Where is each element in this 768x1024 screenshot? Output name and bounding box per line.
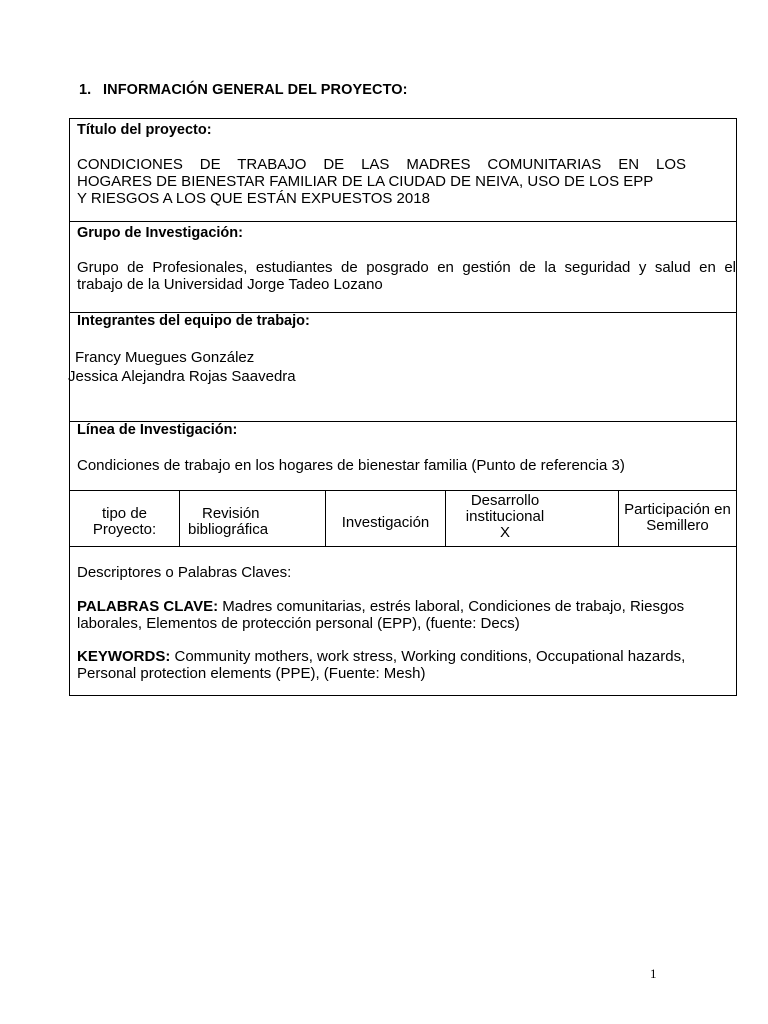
- research-group-section: [70, 222, 736, 313]
- team-label: Integrantes del equipo de trabajo:: [77, 313, 310, 329]
- project-title-line: Y RIESGOS A LOS QUE ESTÁN EXPUESTOS 2018: [77, 190, 430, 207]
- project-type-label: [70, 506, 179, 538]
- institutional-development-mark: X: [499, 524, 510, 541]
- palabras-clave-text: Madres comunitarias, estrés laboral, Condiciones de trabajo, Riesgos: [218, 598, 685, 615]
- descriptors-label: Descriptores o Palabras Claves:: [77, 564, 292, 581]
- project-type-label-line: Proyecto:: [92, 521, 157, 538]
- bibliographic-review-line: bibliográfica: [188, 521, 269, 538]
- research-line-label: Línea de Investigación:: [77, 422, 238, 438]
- team-members: [68, 348, 296, 386]
- project-title-line: CONDICIONES DE TRABAJO DE LAS MADRES COMUNITARIAS EN LOS: [77, 156, 686, 173]
- research-line-text: Condiciones de trabajo en los hogares de bienestar familia (Punto de referencia 3): [77, 457, 625, 474]
- palabras-clave-text: laborales, Elementos de protección personal (EPP), (fuente: Decs): [77, 615, 520, 632]
- section-title: INFORMACIÓN GENERAL DEL PROYECTO:: [103, 82, 408, 98]
- keywords: [77, 648, 736, 682]
- seedbed-participation-line: Semillero: [646, 517, 709, 534]
- option-investigation: [326, 491, 446, 546]
- seedbed-participation-line: Participación en: [624, 501, 731, 518]
- project-type-label-cell: [70, 491, 180, 546]
- research-group-text: [77, 259, 736, 293]
- research-group-label: Grupo de Investigación:: [77, 225, 243, 241]
- option-bibliographic-review: [180, 491, 326, 546]
- keywords-label: KEYWORDS:: [77, 648, 171, 665]
- project-title-label: Título del proyecto:: [77, 122, 212, 138]
- institutional-development-line: institucional: [465, 508, 545, 525]
- project-info-table: [69, 118, 737, 696]
- institutional-development-label: [446, 493, 564, 541]
- investigation-label: Investigación: [341, 514, 430, 531]
- research-group-line: trabajo de la Universidad Jorge Tadeo Lozano: [77, 276, 383, 293]
- seedbed-participation-label: [619, 502, 736, 534]
- option-institutional-development: [446, 491, 619, 546]
- project-type-label-line: tipo de: [101, 505, 148, 522]
- option-seedbed-participation: [619, 491, 736, 546]
- team-member: Francy Muegues González: [75, 349, 255, 366]
- project-title-section: [70, 119, 736, 222]
- section-heading: [79, 82, 408, 99]
- research-line-section: [70, 422, 736, 491]
- team-member: Jessica Alejandra Rojas Saavedra: [68, 368, 296, 385]
- bibliographic-review-label: [188, 506, 278, 538]
- descriptors-section: [70, 547, 736, 696]
- page-number: 1: [650, 966, 657, 981]
- institutional-development-line: Desarrollo: [470, 492, 540, 509]
- keywords-text: Personal protection elements (PPE), (Fuente: Mesh): [77, 665, 426, 682]
- project-title-text: [77, 156, 686, 207]
- research-group-line: Grupo de Profesionales, estudiantes de posgrado en gestión de la seguridad y salud en el: [77, 259, 736, 276]
- bibliographic-review-line: Revisión: [202, 505, 260, 522]
- project-title-line: HOGARES DE BIENESTAR FAMILIAR DE LA CIUDAD DE NEIVA, USO DE LOS EPP: [77, 173, 654, 190]
- section-number: 1.: [79, 82, 92, 98]
- keywords-text: Community mothers, work stress, Working conditions, Occupational hazards,: [170, 648, 686, 665]
- palabras-clave: [77, 598, 736, 632]
- team-section: [70, 313, 736, 422]
- palabras-clave-label: PALABRAS CLAVE:: [77, 598, 219, 615]
- project-type-row: [70, 491, 736, 547]
